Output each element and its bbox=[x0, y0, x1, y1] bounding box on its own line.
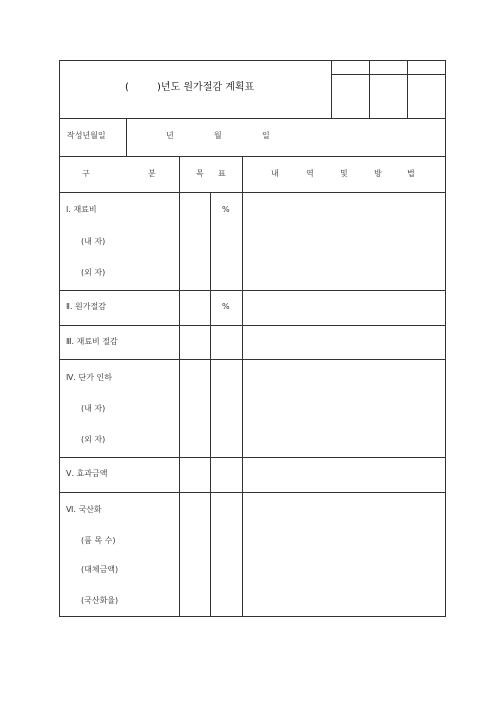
date-month-label: 월 bbox=[214, 131, 222, 140]
section-5-title: Ⅴ. 효과금액 bbox=[66, 469, 108, 478]
section-6-title: Ⅵ. 국산화 bbox=[66, 505, 102, 514]
section-4-bottom-line bbox=[59, 457, 446, 458]
header-method-char-2: 역 bbox=[306, 169, 314, 178]
approval-box-divider-2 bbox=[369, 60, 370, 118]
section-4-title: Ⅳ. 단가 인하 bbox=[66, 373, 112, 382]
border-left bbox=[59, 60, 60, 617]
section-1-bottom-line bbox=[59, 290, 446, 291]
section-2-unit: % bbox=[222, 302, 230, 311]
date-row-bottom-line bbox=[59, 156, 446, 157]
header-method-char-4: 방 bbox=[374, 169, 382, 178]
section-1-unit: % bbox=[222, 205, 230, 214]
header-method-char-3: 및 bbox=[340, 169, 348, 178]
date-day-label: 일 bbox=[262, 131, 270, 140]
approval-box-header-line bbox=[331, 74, 446, 75]
border-right bbox=[445, 60, 446, 617]
column-divider-target-left bbox=[179, 156, 180, 617]
header-method-char-1: 내 bbox=[271, 169, 279, 178]
date-label: 작성년월일 bbox=[67, 131, 106, 140]
approval-box-divider-3 bbox=[407, 60, 408, 118]
title-row-bottom-line bbox=[59, 118, 446, 119]
section-2-bottom-line bbox=[59, 325, 446, 326]
border-top bbox=[59, 60, 446, 61]
approval-box-divider-1 bbox=[331, 60, 332, 118]
section-1-sub-domestic: (내 자) bbox=[81, 237, 106, 246]
section-2-title: Ⅱ. 원가절감 bbox=[66, 302, 106, 311]
column-divider-method-left bbox=[242, 156, 243, 617]
form-title-paren: ( bbox=[125, 82, 129, 93]
section-4-sub-foreign: (외 자) bbox=[81, 435, 106, 444]
section-3-bottom-line bbox=[59, 359, 446, 360]
section-1-title: Ⅰ. 재료비 bbox=[66, 205, 97, 214]
date-year-label: 년 bbox=[166, 131, 174, 140]
section-6-sub-localization-rate: (국산화율) bbox=[81, 596, 119, 605]
section-6-sub-item-count: (품 목 수) bbox=[81, 536, 116, 545]
header-category-bun: 분 bbox=[148, 169, 156, 178]
form-title: )년도 원가절감 계획표 bbox=[157, 82, 255, 93]
header-row-bottom-line bbox=[59, 192, 446, 193]
section-4-sub-domestic: (내 자) bbox=[81, 404, 106, 413]
section-6-sub-replacement-amount: (대체금액) bbox=[81, 565, 119, 574]
section-1-sub-foreign: (외 자) bbox=[81, 268, 106, 277]
header-category-gu: 구 bbox=[82, 169, 90, 178]
section-5-bottom-line bbox=[59, 492, 446, 493]
border-bottom bbox=[59, 616, 446, 617]
date-row-divider bbox=[126, 118, 127, 156]
header-target-pyo: 표 bbox=[218, 169, 226, 178]
section-3-title: Ⅲ. 재료비 절감 bbox=[66, 337, 118, 346]
column-divider-target-inner bbox=[210, 192, 211, 617]
header-method-char-5: 법 bbox=[407, 169, 415, 178]
header-target-mok: 목 bbox=[196, 169, 204, 178]
